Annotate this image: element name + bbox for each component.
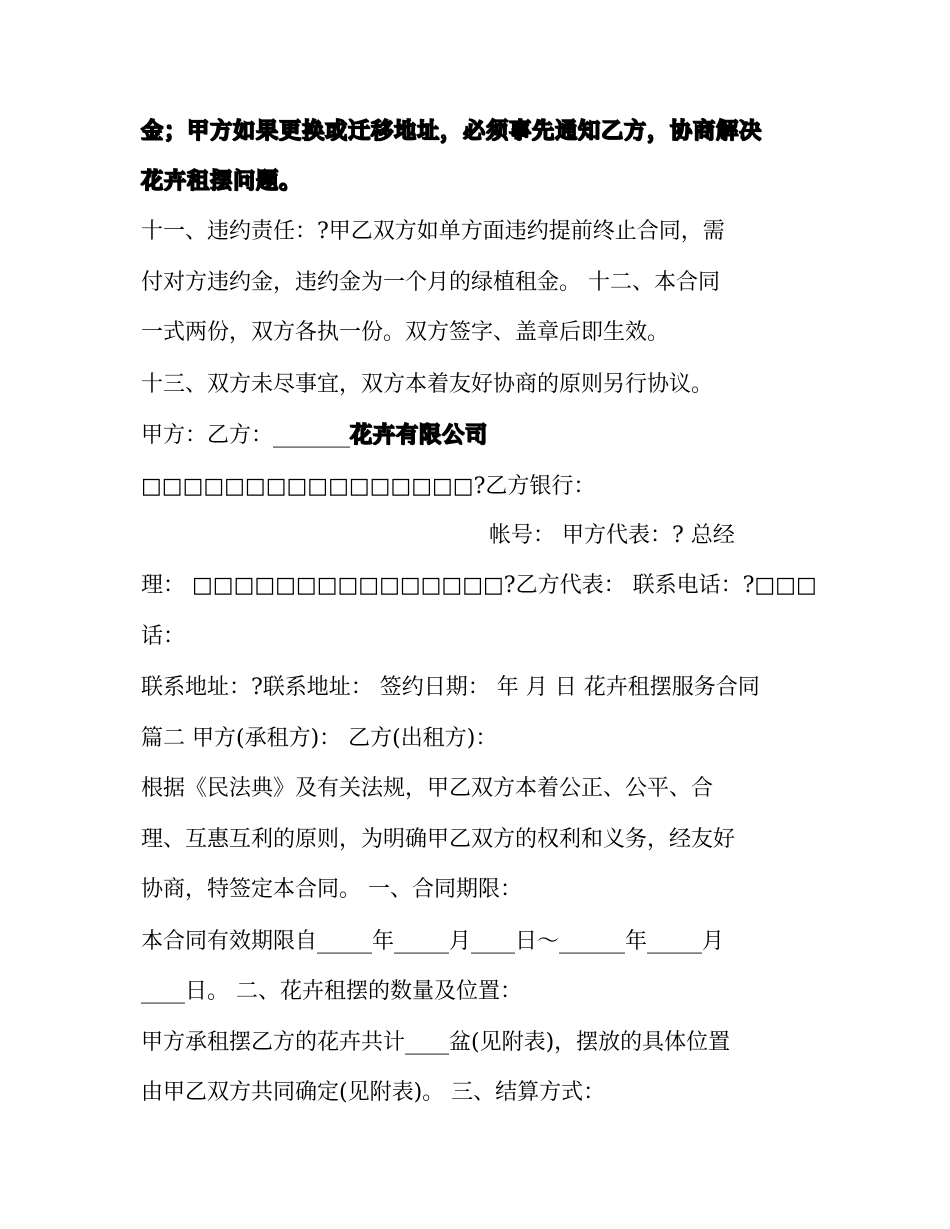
text-line-15: 理、互惠互利的原则，为明确甲乙双方的权利和义务，经友好: [141, 827, 736, 852]
text-line-18: ____日。 二、花卉租摆的数量及位置：: [141, 979, 522, 1004]
text-line-10: 理： □□□□□□□□□□□□□□□?乙方代表： 联系电话：?□□□: [141, 573, 817, 598]
text-line-12: 联系地址：?联系地址： 签约日期： 年 月 日 花卉租摆服务合同: [141, 675, 760, 700]
text-line-2: 花卉租摆问题。: [141, 169, 303, 194]
text-line-12-wrap: [141, 673, 950, 703]
text-line-13: 篇二 甲方(承租方)： 乙方(出租方)：: [141, 726, 498, 751]
text-line-4: 付对方违约金，违约金为一个月的绿植租金。 十二、本合同: [141, 270, 720, 295]
text-line-14: 根据《民法典》及有关法规，甲乙双方本着公正、公平、合: [141, 776, 714, 801]
text-line-19: 甲方承租摆乙方的花卉共计____盆(见附表)，摆放的具体位置: [141, 1030, 731, 1055]
text-line-11: 话：: [141, 624, 186, 649]
company-name: 花卉有限公司: [350, 423, 489, 448]
text-line-7: [141, 421, 488, 451]
text-line-5: 一式两份，双方各执一份。双方签字、盖章后即生效。: [141, 320, 670, 345]
party-labels: 甲方：乙方：_______: [141, 423, 351, 448]
text-line-6: 十三、双方未尽事宜，双方本着友好协商的原则另行协议。: [141, 372, 714, 397]
text-line-9: 帐号： 甲方代表：? 总经: [489, 523, 735, 548]
text-line-17: 本合同有效期限自_____年_____月____日～______年_____月: [141, 929, 725, 954]
text-line-8: □□□□□□□□□□□□□□□□?乙方银行：: [141, 474, 596, 499]
text-line-20: 由甲乙双方共同确定(见附表)。 三、结算方式：: [141, 1080, 606, 1105]
text-line-3: 十一、违约责任：?甲乙双方如单方面违约提前终止合同，需: [141, 219, 725, 244]
text-line-16: 协商，特签定本合同。 一、合同期限：: [141, 877, 522, 902]
text-line-1: 金；甲方如果更换或迁移地址，必须事先通知乙方，协商解决: [141, 119, 763, 144]
